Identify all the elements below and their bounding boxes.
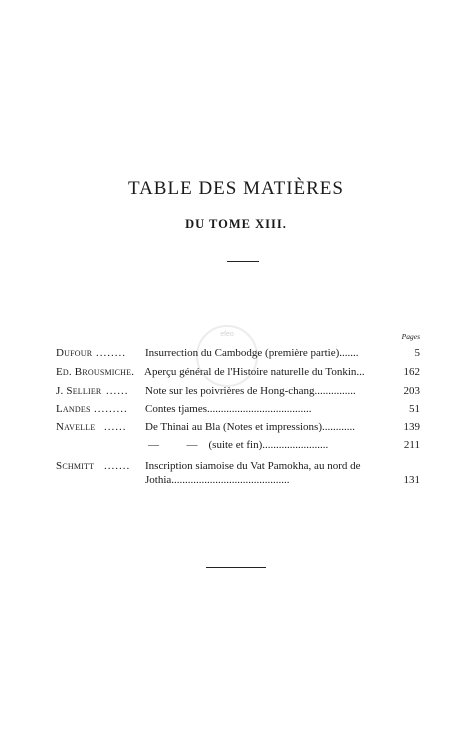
page-subtitle: DU TOME XIII. [185,217,287,231]
toc-title: Contes tjames...................................... [145,403,312,415]
toc-author: Navelle [56,421,96,433]
end-divider [206,567,266,568]
toc-leader: ....... [104,460,131,472]
toc-author: J. Sellier [56,385,102,397]
toc-title-continued: Jothia........................................... [145,474,290,486]
title-divider [227,261,259,262]
toc-page-number: 203 [403,385,420,397]
toc-row [56,438,420,452]
toc-row [56,365,420,379]
toc-author: Landes [56,403,91,415]
toc-row [56,402,420,416]
toc-page-number: 131 [403,474,420,486]
toc-page-number: 162 [403,366,420,378]
toc-title: De Thinai au Bla (Notes et impressions)............ [145,421,355,433]
toc-title: Note sur les poivrières de Hong-chang............... [145,385,356,397]
toc-leader: ...... [104,421,127,433]
toc-title: Insurrection du Cambodge (première partie)....... [145,347,359,359]
toc-row [56,384,420,398]
watermark-label: efeo [220,331,234,338]
toc-author: Dufour [56,347,93,359]
toc-page-number: 51 [409,403,420,415]
toc-page-number: 5 [414,347,420,359]
toc-author: Ed. Brousmiche. [56,366,135,378]
toc-row [56,420,420,434]
toc-leader: ........ [96,347,126,359]
toc-leader: ...... [106,385,129,397]
toc-row [56,459,420,473]
toc-page-number: 139 [403,421,420,433]
toc-title: Inscription siamoise du Vat Pamokha, au nord de [145,460,361,472]
toc-title-continued: — — (suite et fin)........................ [148,439,329,451]
pages-column-header: Pages [401,332,420,341]
toc-title: Aperçu général de l'Histoire naturelle du Tonkin... [144,366,365,378]
toc-row [56,346,420,360]
page-title: TABLE DES MATIÈRES [128,178,344,199]
toc-author: Schmitt [56,460,95,472]
toc-page-number: 211 [403,439,420,451]
toc-leader: ......... [94,403,128,415]
toc-row [56,473,420,487]
